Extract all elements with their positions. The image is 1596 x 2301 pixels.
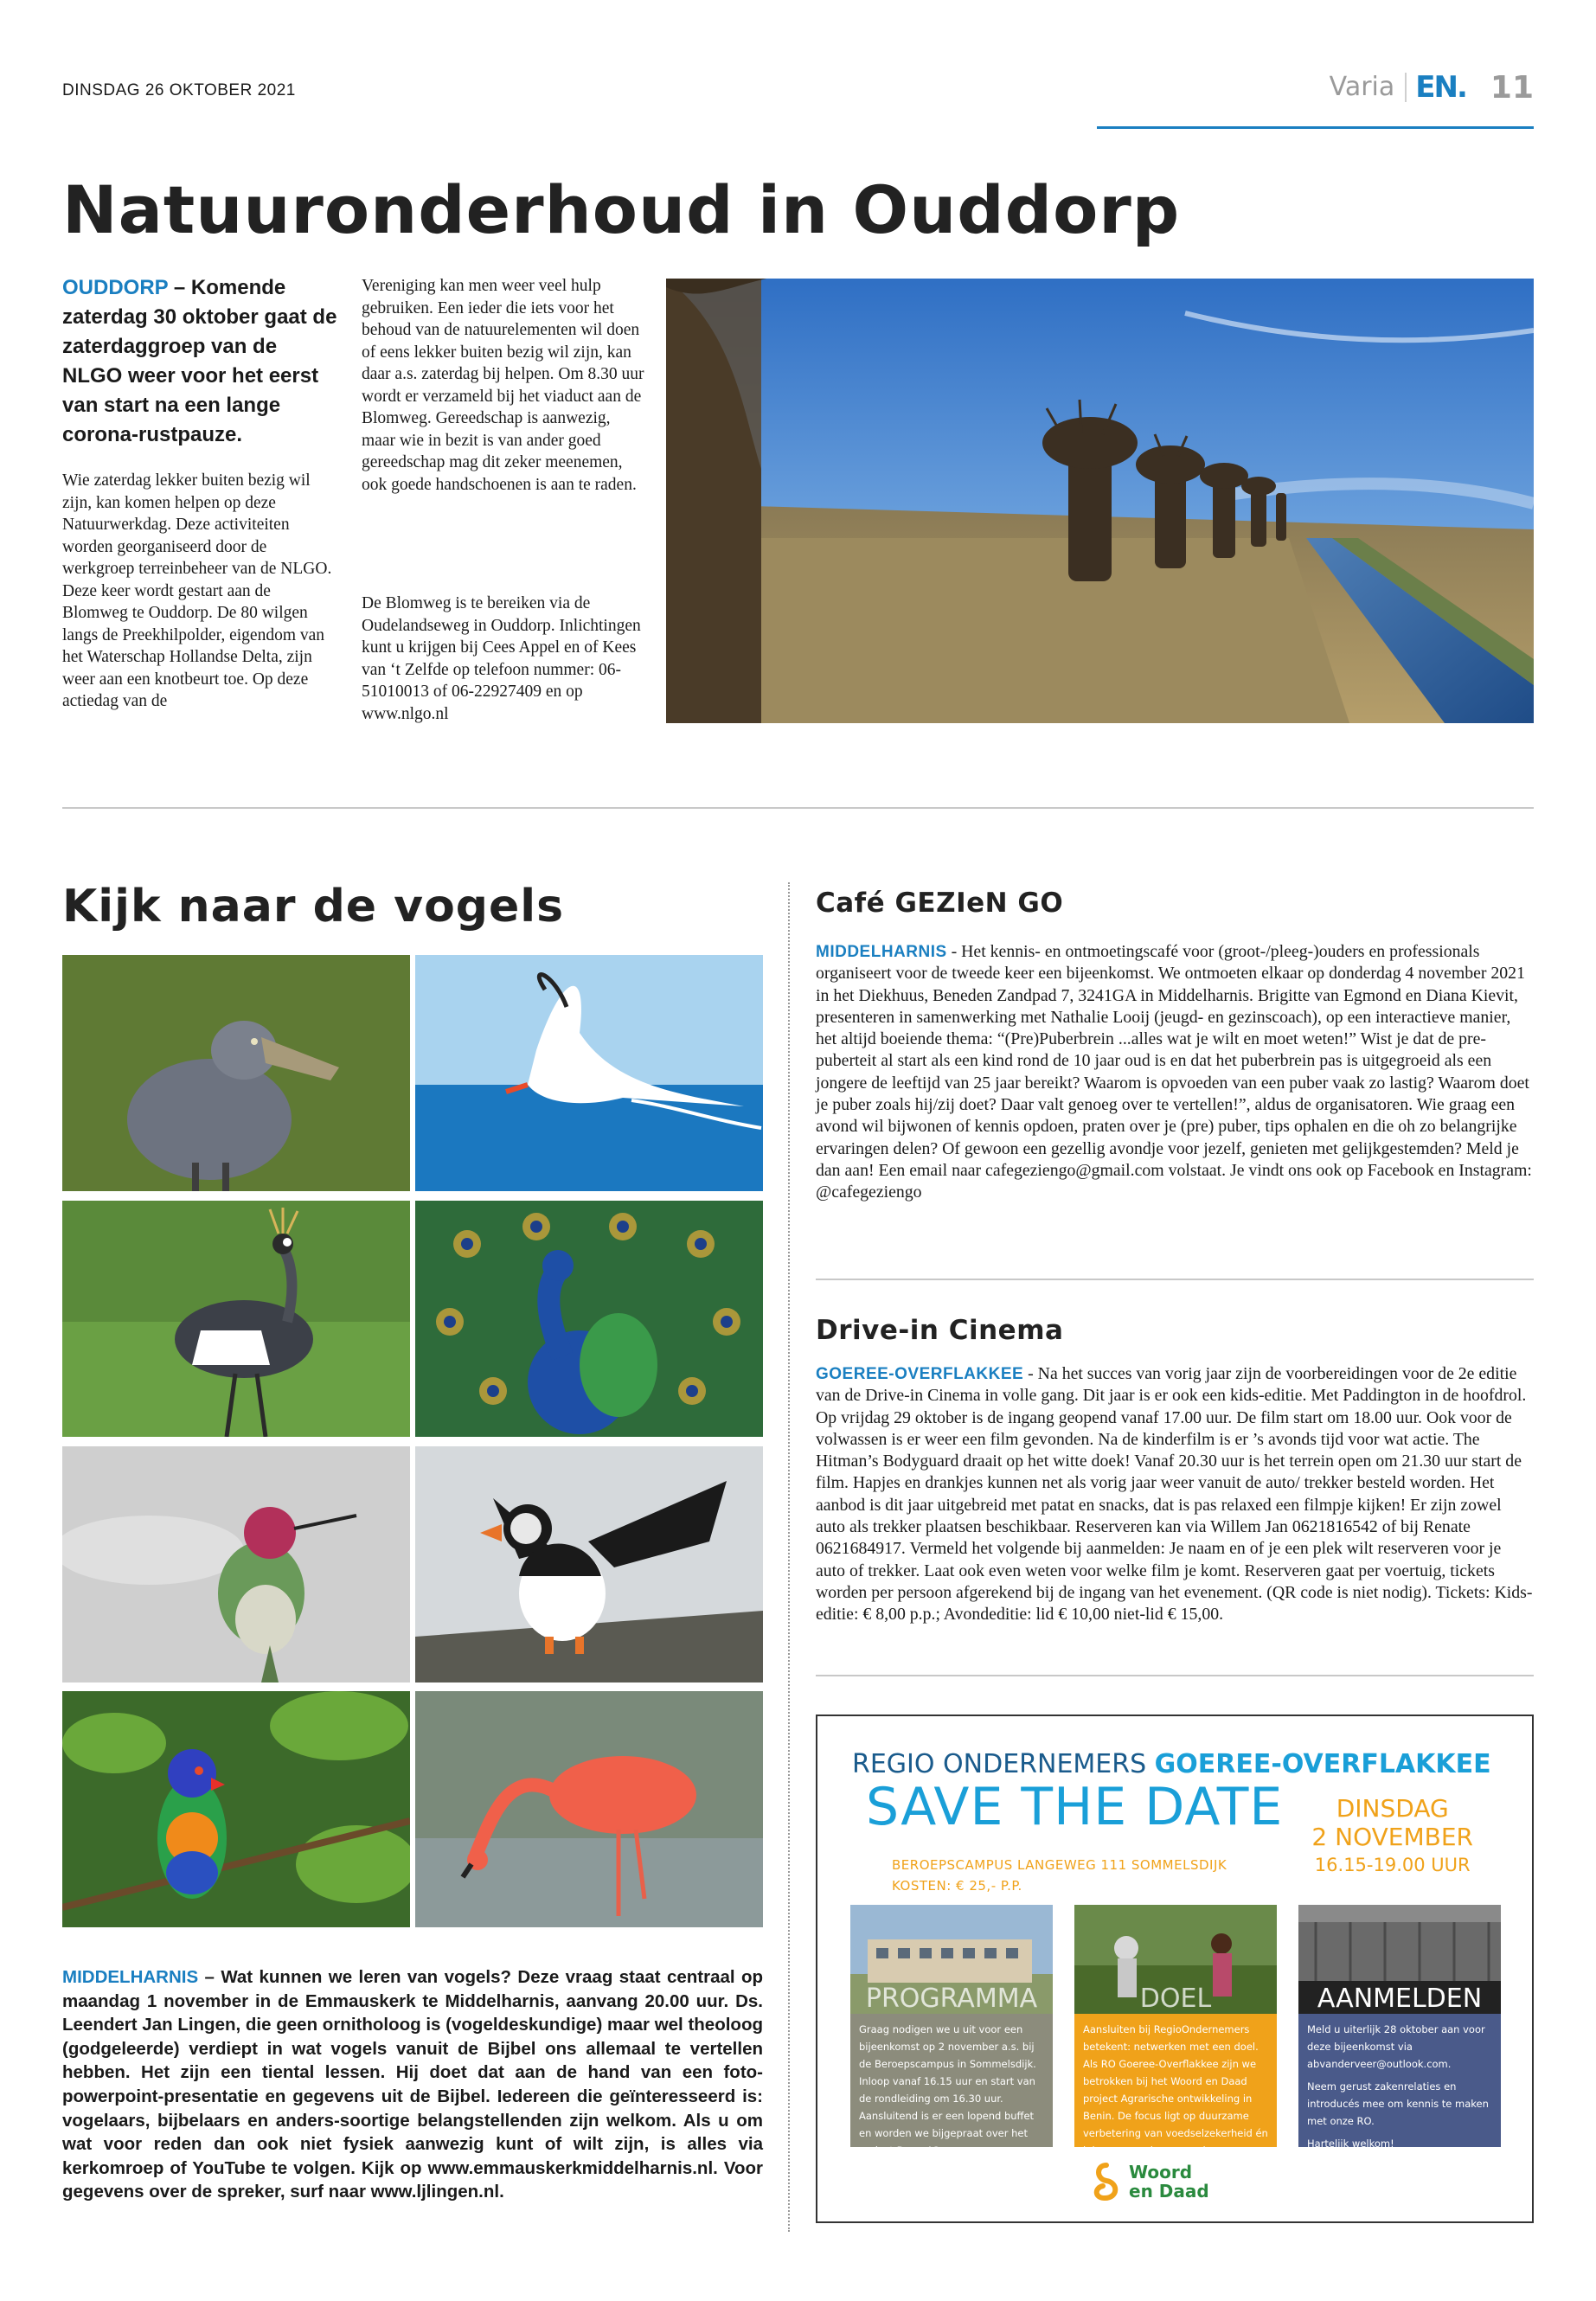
article2-text: – Wat kunnen we leren van vogels? Deze vraag staat centraal op maandag 1 november in de Emmauskerk te Middelharnis, aanvang 20.00 uur. Ds. Leendert Jan Lingen, die geen ornitholoog is (vogeldeskundige) maar wel theoloog (godgeleerde) verdiept in wat vogels vanuit de Bijbel ons allemaal te vertellen hebben. Het zijn een tiental lessen. Hij doet dat aan de hand van een foto-powerpoint-presentatie en gegevens uit de Bijbel. Iedereen die geïnteresseerd is: vogelaars, bijbelaars en anders-soortige belangstellenden zijn welkom. Als u om wat voor reden dan ook niet fysiek aanwezig kunt of wilt zijn, is alles via kerkomroep of YouTube te volgen. Kijk op www.emmauskerkmiddelharnis.nl. Voor gegevens over de spreker, surf naar www.ljlingen.nl. — [62, 1967, 763, 2202]
section-name: Varia — [1330, 73, 1407, 102]
article3-text: - Het kennis- en ontmoetingscafé voor (groot-/pleeg-)ouders en professionals organiseert voor de tweede keer een bijeenkomst. We ontmoeten elkaar op donderdag 4 november 2021 in het Diekhuus, Beneden Zandpad 7, 3241GA in Middelharnis. Brigitte van Egmond en Diana Kievit, presenteren in samenwerking met Nathalie Looij (jeugd- en gezinscoach), op een interactieve manier, het altijd boeiende thema: “(Pre)Puberbrein ...alles wat je wilt en moet weten!” Wist je dat de pre-puberteit al start als een kind rond de 10 jaar oud is en dat het puberbrein pas is uitgegroeid als een jongere de leeftijd van 25 jaar bereikt? Waarom is opvoeden van een puber vaak zo lastig? Waarom doet je puber zoals hij/zij doet? Daar valt genoeg over te vertellen!”, aldus de organisatoren. Wie graag een avond wil bijwonen of kennis opdoen, praten over je (pre) puber, tips ophalen en die oh zo belangrijke ervaringen delen? Of gewoon een gezellig avondje voor jezelf, genieten met gelijkgestemden? Meld je dan aan! Een email naar cafegeziengo@gmail.com volstaat. Je vindt ons ook op Facebook en Instagram: @cafegeziengo — [816, 942, 1532, 1202]
article1-place: OUDDORP — [62, 276, 169, 299]
article4-text: - Na het succes van vorig jaar zijn de voorbereidingen voor de 2e editie van de Drive-in Cinema in volle gang. Dit jaar is er ook een kids-editie. Met Paddington in de hoofdrol. Op vrijdag 29 oktober is de ingang geopend vanaf 17.00 uur. De film start om 18.00 uur. Ook voor de volwassen is er weer een film gevonden. Na de kinderfilm is er ’s avonds tijd voor wat actie. The Hitman’s Bodyguard draait op het witte doek! Vanaf 20.30 uur is het terrein open om 21.30 uur start de film. Hapjes en drankjes kunnen net als vorig jaar weer vanuit de auto/ trekker besteld worden. Het aanbod is dit jaar uitgebreid met patat en snacks, dat is pas relaxed een filmpje kijken! Er zijn zowel auto als trekker plaatsen beschikbaar. Reserveren kan via Willem Jan 0621816542 of bij Renate 0621684917. Vermeld het volgende bij aanmelden: Je naam en of je een plek wilt reserveren voor je auto of trekker. Laat ook even weten voor welke film je komt. Reserveren gaat per voertuig, tickets worden per persoon afgerekend bij de ingang van het evenement. (QR code is niet nodig). Tickets: Kids-editie: € 8,00 p.p.; Avondeditie: lid € 10,00 niet-lid € 15,00. — [816, 1364, 1533, 1625]
photo-peacock — [415, 1201, 763, 1437]
article-title-drive-in: Drive-in Cinema — [816, 1315, 1064, 1346]
crowned-crane-illustration — [62, 1201, 410, 1437]
ad-tile-doel — [1074, 1905, 1277, 2157]
ad-save-the-date: SAVE THE DATE — [866, 1777, 1284, 1837]
ad-tile-aanmelden-text1: Meld u uiterlijk 28 oktober aan voor deze bijeenkomst via abvanderveer@outlook.com. — [1307, 2023, 1485, 2070]
photo-flamingo — [415, 1691, 763, 1927]
ad-location: BEROEPSCAMPUS LANGEWEG 111 SOMMELSDIJK — [892, 1857, 1227, 1873]
ad-tile-aanmelden-label: AANMELDEN — [1317, 1984, 1483, 2014]
ad-title-part1: REGIO ONDERNEMERS — [852, 1749, 1155, 1779]
article3-body — [816, 941, 1534, 1204]
puffin-illustration — [415, 1446, 763, 1682]
article4-body — [816, 1363, 1534, 1626]
column-divider-dotted — [788, 882, 790, 2232]
lorikeet-illustration — [62, 1691, 410, 1927]
ad-tile-doel-label: DOEL — [1139, 1984, 1212, 2014]
article-title-natuuronderhoud: Natuuronderhoud in Ouddorp — [62, 171, 1181, 248]
woord-en-daad-text — [1129, 2163, 1209, 2201]
section-divider — [62, 807, 1534, 809]
article1-lead-text: – Komende zaterdag 30 oktober gaat de zaterdaggroep van de NLGO weer voor het eerst van start na een lange corona-rustpauze. — [62, 276, 337, 446]
page-number: 11 — [1490, 69, 1534, 106]
photo-tropicbird — [415, 955, 763, 1191]
article4-divider — [816, 1675, 1534, 1676]
header-rule — [1097, 126, 1534, 129]
ad-tile-aanmelden-image — [1298, 1905, 1501, 2014]
ad-tile-aanmelden-text — [1298, 2014, 1501, 2150]
photo-puffin — [415, 1446, 763, 1682]
photo-hummingbird — [62, 1446, 410, 1682]
article-title-kijk-naar-de-vogels: Kijk naar de vogels — [62, 881, 565, 933]
ad-tile-programma-image — [850, 1905, 1053, 2014]
article3-place: MIDDELHARNIS — [816, 943, 947, 961]
publication-date: DINSDAG 26 OKTOBER 2021 — [62, 81, 296, 99]
ad-location-block — [892, 1855, 1227, 1896]
photo-lorikeet — [62, 1691, 410, 1927]
ad-cost: KOSTEN: € 25,- P.P. — [892, 1878, 1022, 1894]
article2-body — [62, 1965, 763, 2204]
ad-tile-programma — [850, 1905, 1053, 2157]
ad-date-block — [1311, 1794, 1473, 1880]
ad-tile-doel-image — [1074, 1905, 1277, 2014]
photo-crowned-crane — [62, 1201, 410, 1437]
ad-tile-programma-label: PROGRAMMA — [865, 1984, 1038, 2014]
article1-paragraph-1: Wie zaterdag lekker buiten bezig wil zijn, kan komen helpen op deze Natuurwerkdag. Deze activiteiten worden georganiseerd door de werkgroep terreinbeheer van de NLGO. Deze keer wordt gestart aan de Blomweg te Ouddorp. De 80 wilgen langs de Preekhilpolder, eigendom van het Waterschap Hollandse Delta, zijn weer aan een knotbeurt toe. Op deze actiedag van de — [62, 471, 332, 710]
woord-en-daad-icon — [1089, 2162, 1124, 2202]
ad-tile-programma-text: Graag nodigen we u uit voor een bijeenkomst op 2 november a.s. bij de Beroepscampus in Sommelsdijk. Inloop vanaf 16.15 uur en start van de rondleiding om 16.30 uur. Aansluitend is er een lopend buffet en worden we bijgepraat over het project Drops4Crops. — [850, 2014, 1053, 2147]
woord-en-daad-logo — [1089, 2162, 1209, 2202]
photo-shoebill — [62, 955, 410, 1191]
tropicbird-illustration — [415, 955, 763, 1191]
ad-tile-doel-text: Aansluiten bij RegioOndernemers betekent: netwerken met een doel. Als RO Goeree-Overflakkee zijn we betrokken bij het Woord en Daad project Agrarische ontwikkeling in Benin. De focus ligt op duurzame verbetering van voedselzekerheid én inkomen van boerengezinnen. — [1074, 2014, 1277, 2147]
shoebill-illustration — [62, 955, 410, 1191]
willows-photo — [666, 279, 1534, 723]
logo-line1: Woord — [1129, 2162, 1193, 2182]
ad-day: DINSDAG — [1336, 1794, 1449, 1823]
ad-tile-aanmelden-text3: Hartelijk welkom! — [1307, 2138, 1394, 2150]
article3-divider — [816, 1279, 1534, 1280]
ad-title-part2: GOEREE-OVERFLAKKEE — [1154, 1749, 1491, 1779]
peacock-illustration — [415, 1201, 763, 1437]
article1-lead — [62, 273, 337, 450]
article4-place: GOEREE-OVERFLAKKEE — [816, 1365, 1024, 1383]
ad-title — [852, 1749, 1491, 1779]
newspaper-logo: EN. — [1415, 70, 1466, 105]
hummingbird-illustration — [62, 1446, 410, 1682]
article2-place: MIDDELHARNIS — [62, 1967, 199, 1987]
ad-tile-aanmelden-text2: Neem gerust zakenrelaties en introducés mee om kennis te maken met onze RO. — [1307, 2080, 1489, 2127]
ad-date: 2 NOVEMBER — [1311, 1823, 1473, 1851]
advertisement-save-the-date — [816, 1715, 1534, 2223]
willows-photo-illustration — [666, 279, 1534, 723]
ad-tile-aanmelden — [1298, 1905, 1501, 2150]
article1-paragraph-2: Vereniging kan men weer veel hulp gebruiken. Een ieder die iets voor het behoud van de natuurelementen wil doen of eens lekker buiten bezig wil zijn, kan daar a.s. zaterdag bij helpen. Om 8.30 uur wordt er verzameld bij het viaduct aan de Blomweg. Gereedschap is aanwezig, maar wie in bezit is van ander goed gereedschap mag dit zeker meenemen, ook goede handschoenen is aan te raden. — [362, 277, 644, 494]
flamingo-illustration — [415, 1691, 763, 1927]
header-right — [1330, 67, 1534, 107]
logo-line2: en Daad — [1129, 2181, 1209, 2202]
ad-time: 16.15-19.00 UUR — [1314, 1855, 1471, 1875]
article-title-cafe: Café GEZIeN GO — [816, 888, 1064, 919]
article1-paragraph-3: De Blomweg is te bereiken via de Oudelandseweg in Ouddorp. Inlichtingen kunt u krijgen bij Cees Appel en of Kees van ‘t Zelfde op telefoon nummer: 06-51010013 of 06-22927409 en op www.nlgo.nl — [362, 594, 641, 723]
